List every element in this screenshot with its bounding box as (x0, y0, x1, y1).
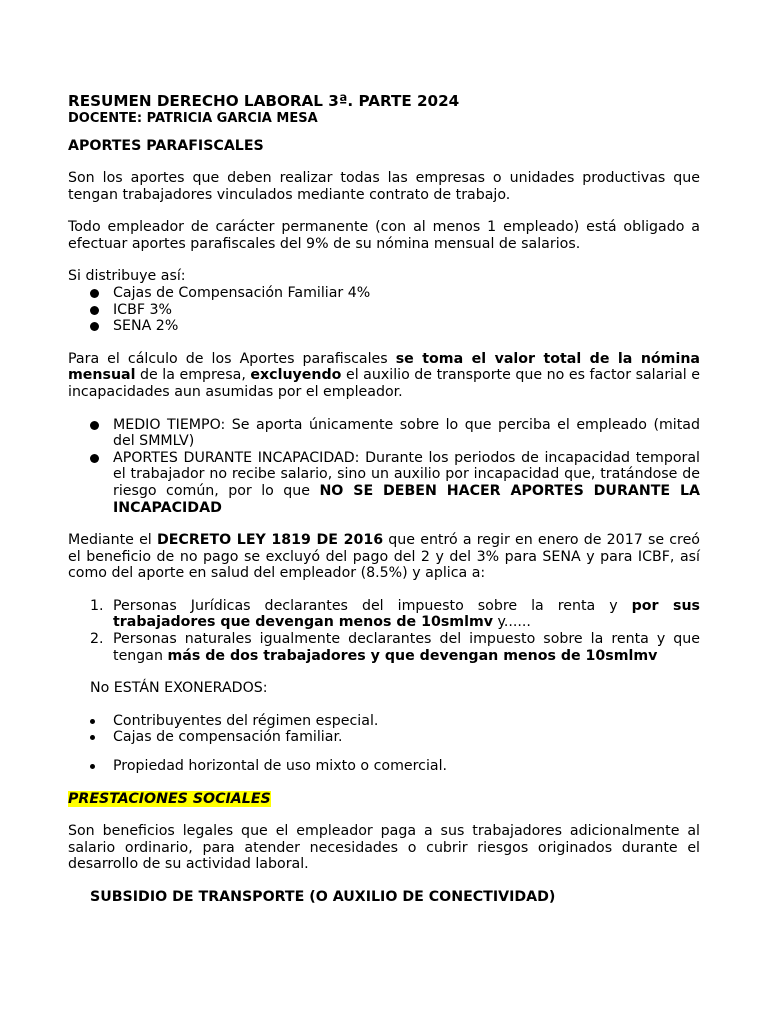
calc-text: el auxilio de transporte que no es factor salarial e incapacidades aun asumidas por el empleador. (68, 367, 700, 400)
calc-bold: se toma el valor total de la nómina mensual (68, 350, 701, 384)
numbered-item (68, 631, 700, 664)
paragraph-definition: Son los aportes que deben realizar todas las empresas o unidades productivas que tengan trabajadores vinculados mediante contrato de trabajo. (68, 170, 700, 203)
list-item: ICBF 3% (68, 302, 700, 319)
calc-bold: excluyendo (250, 367, 342, 384)
item-bold: por sus trabajadores que devengan menos de 10smlmv (113, 597, 700, 631)
not-exonerated-list (68, 713, 700, 775)
distribution-intro: Si distribuye así: (68, 268, 186, 285)
item-bold: más de dos trabajadores y que devengan menos de 10smlmv (167, 647, 658, 664)
list-item: Propiedad horizontal de uso mixto o comercial. (68, 758, 700, 775)
distribution-list (68, 285, 700, 335)
incap-text: APORTES DURANTE INCAPACIDAD: Durante los periodos de incapacidad temporal el trabajador no recibe salario, sino un auxilio por incapacidad que, tratándose de riesgo común, por lo que (113, 449, 700, 499)
item-text: Personas Jurídicas declarantes del impuesto sobre la renta y (113, 597, 632, 614)
calc-text: de la empresa, (135, 367, 251, 384)
numbered-item (68, 598, 700, 631)
decree-text: que entró a regir en enero de 2017 se creó el beneficio de no pago se excluyó del pago del 2 y del 3% para SENA y para ICBF, así como del aporte en salud del empleador (8.5%) y aplica a: (68, 532, 700, 582)
calc-text: Para el cálculo de los Aportes parafiscales (68, 350, 396, 367)
list-item-medio-tiempo: MEDIO TIEMPO: Se aporta únicamente sobre lo que perciba el empleado (mitad del SMMLV) (68, 417, 700, 450)
teacher-line: DOCENTE: PATRICIA GARCIA MESA (68, 111, 318, 126)
item-text: Personas naturales igualmente declarantes del impuesto sobre la renta y que tengan (113, 631, 700, 664)
section-heading-prestaciones (68, 791, 700, 808)
item-number: 2. (90, 631, 104, 648)
document-title: RESUMEN DERECHO LABORAL 3ª. PARTE 2024 (68, 92, 460, 110)
subheading-transporte: SUBSIDIO DE TRANSPORTE (O AUXILIO DE CONECTIVIDAD) (90, 889, 556, 905)
item-number: 1. (90, 597, 104, 614)
item-text: y...... (492, 614, 531, 631)
list-item: SENA 2% (68, 318, 700, 335)
paragraph-obligation: Todo empleador de carácter permanente (con al menos 1 empleado) está obligado a efectuar aportes parafiscales del 9% de su nómina mensual de salarios. (68, 219, 700, 252)
list-item: Cajas de compensación familiar. (68, 729, 700, 746)
section-heading-aportes: APORTES PARAFISCALES (68, 138, 264, 154)
document-page (68, 92, 700, 906)
beneficiaries-list (68, 598, 700, 664)
list-item-incapacidad (68, 450, 700, 516)
list-item: Cajas de Compensación Familiar 4% (68, 285, 700, 302)
list-item: Contribuyentes del régimen especial. (68, 713, 700, 730)
decree-text: Mediante el (68, 532, 157, 549)
incap-bold: NO SE DEBEN HACER APORTES DURANTE LA INCAPACIDAD (113, 482, 700, 516)
paragraph-calculation (68, 351, 700, 401)
decree-bold: DECRETO LEY 1819 DE 2016 (156, 532, 384, 549)
highlighted-heading: PRESTACIONES SOCIALES (68, 790, 271, 807)
contribution-cases-list (68, 417, 700, 517)
paragraph-prestaciones: Son beneficios legales que el empleador paga a sus trabajadores adicionalmente al salario ordinario, para atender necesidades o cubrir riesgos originados durante el desarrollo de su actividad laboral. (68, 823, 700, 873)
not-exonerated-label: No ESTÁN EXONERADOS: (90, 680, 268, 697)
paragraph-decree (68, 532, 700, 582)
